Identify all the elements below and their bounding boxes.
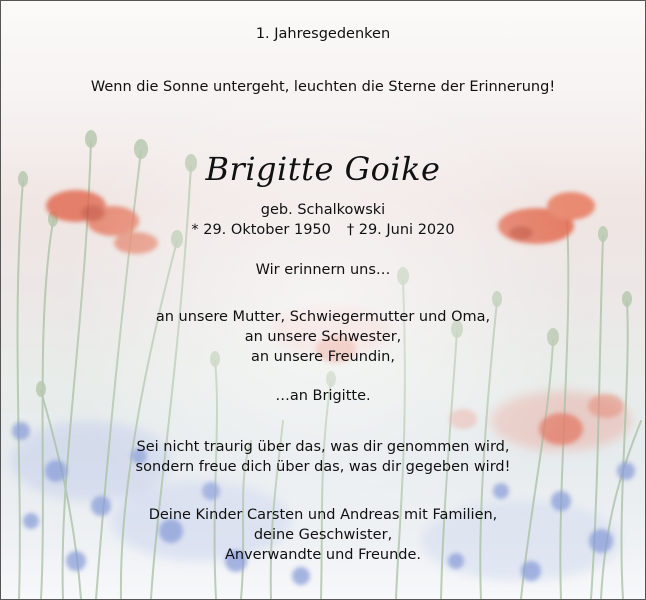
birth-date: * 29. Oktober 1950 xyxy=(191,222,331,238)
signature-line: deine Geschwister, xyxy=(253,527,393,543)
motto-quote: Wenn die Sonne untergeht, leuchten die Sterne der Erinnerung! xyxy=(90,79,556,95)
mourners-signature xyxy=(1,505,645,565)
life-dates xyxy=(1,220,645,240)
maiden-name: geb. Schalkowski xyxy=(260,202,386,218)
death-date: † 29. Juni 2020 xyxy=(346,222,455,238)
remember-intro: Wir erinnern uns… xyxy=(255,262,391,278)
remember-line: an unsere Schwester, xyxy=(244,329,402,345)
anniversary-heading: 1. Jahresgedenken xyxy=(255,26,391,42)
consolation-quote xyxy=(1,437,645,477)
quote-line: Sei nicht traurig über das, was dir genommen wird, xyxy=(136,439,510,455)
quote-line: sondern freue dich über das, was dir gegeben wird! xyxy=(135,459,511,475)
signature-line: Deine Kinder Carsten und Andreas mit Familien, xyxy=(148,507,498,523)
signature-line: Anverwandte und Freunde. xyxy=(224,547,422,563)
deceased-name: Brigitte Goike xyxy=(205,150,441,188)
remember-closing: …an Brigitte. xyxy=(275,388,371,404)
remember-line: an unsere Mutter, Schwiegermutter und Oma, xyxy=(155,309,491,325)
remember-block xyxy=(1,307,645,367)
remember-line: an unsere Freundin, xyxy=(251,349,395,365)
